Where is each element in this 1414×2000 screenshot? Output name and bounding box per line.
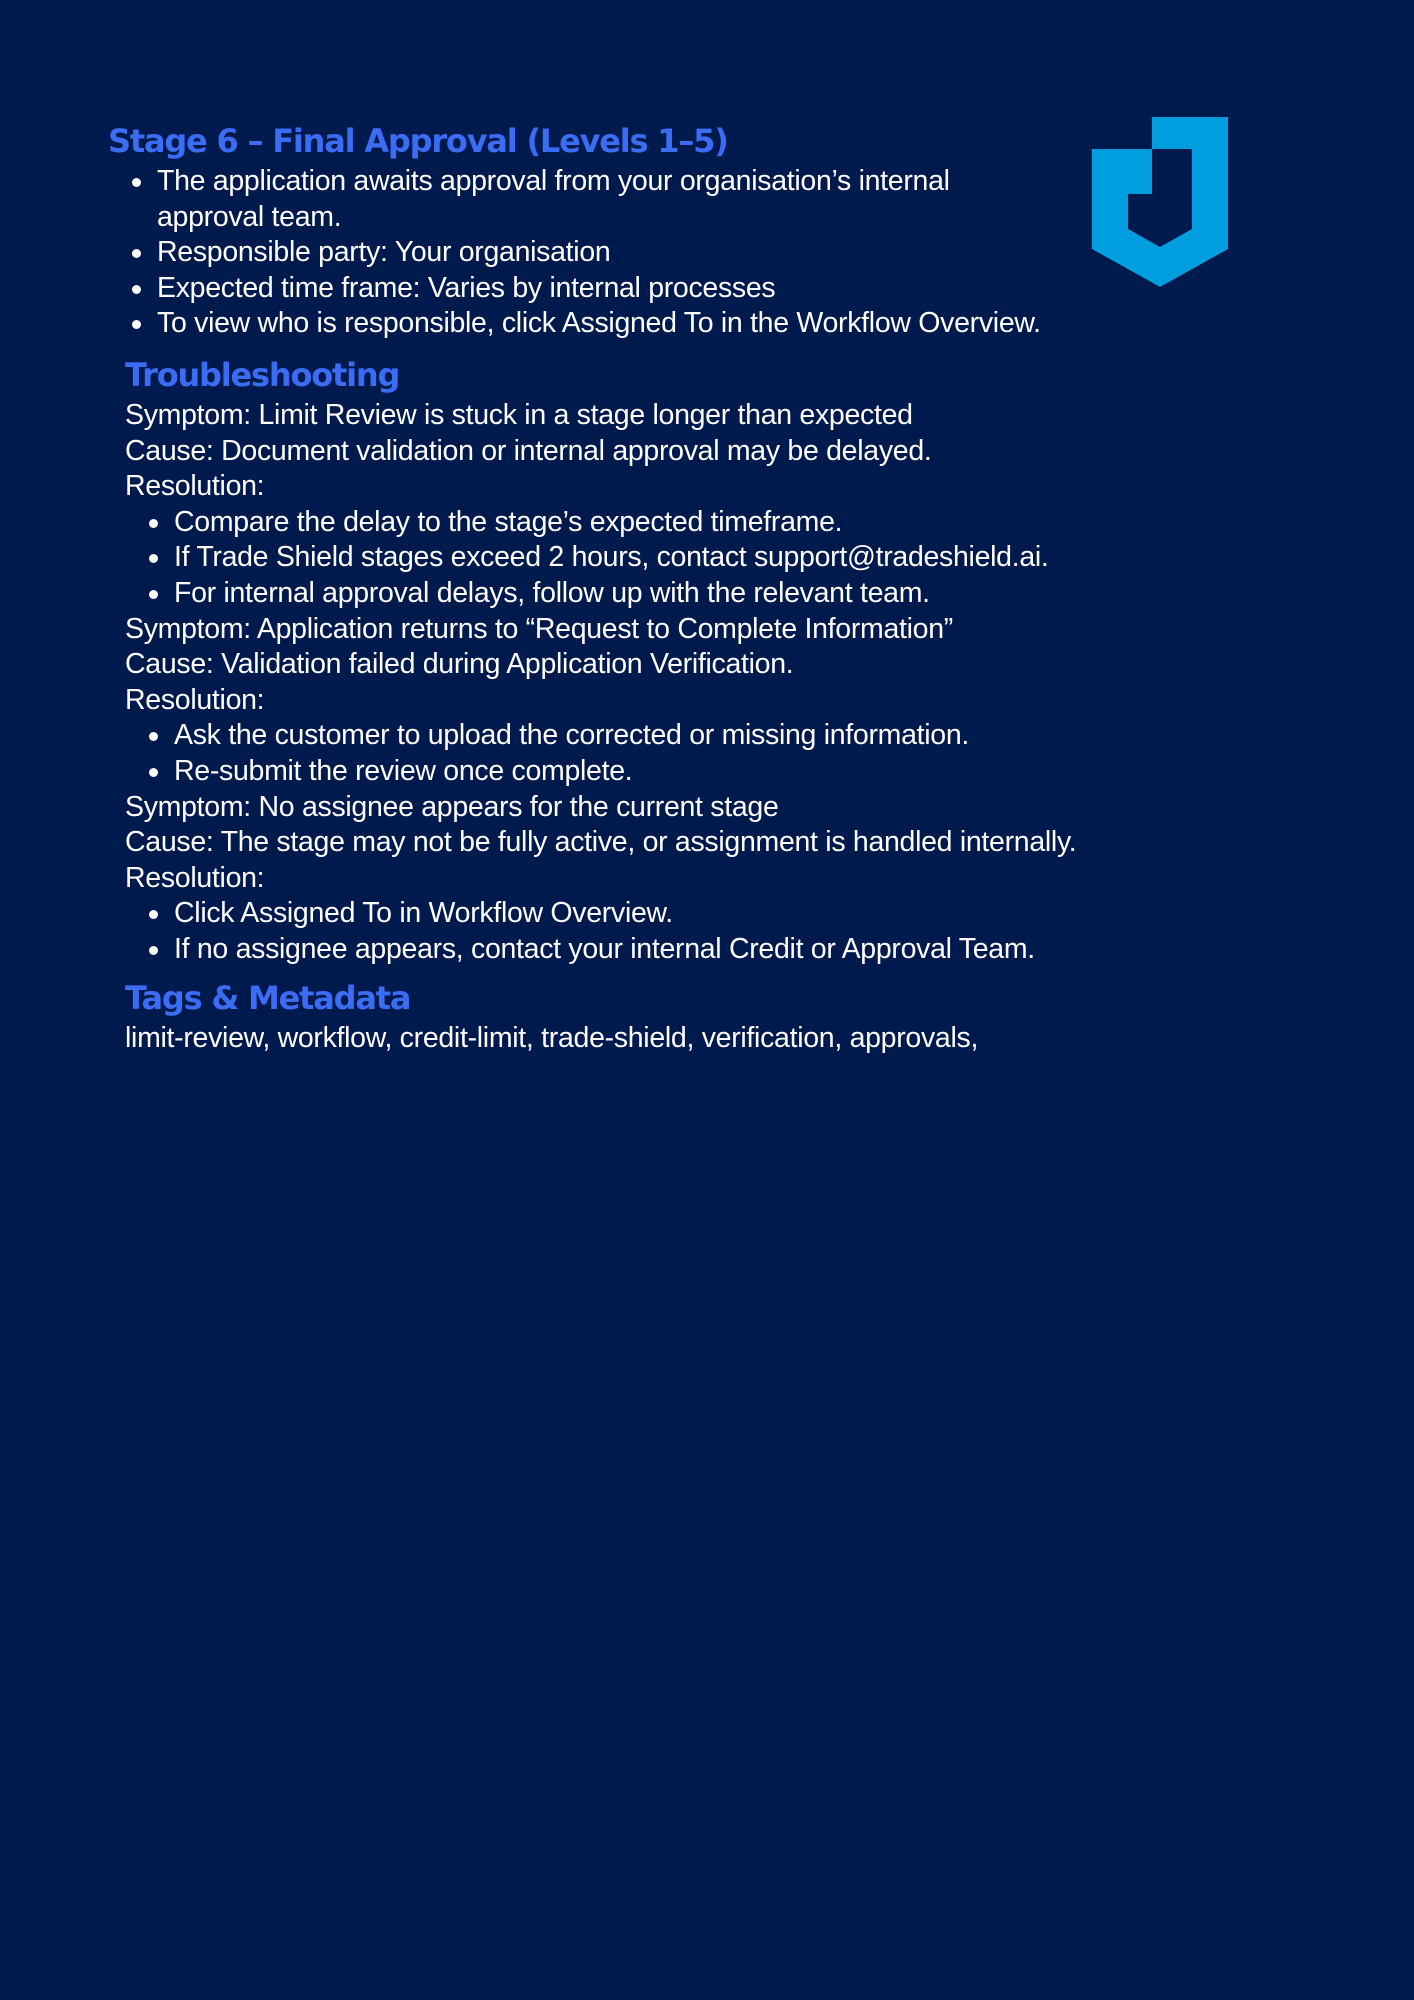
cause-text: Cause: The stage may not be fully active, or assignment is handled internally.: [125, 826, 1077, 859]
resolution-label: Resolution:: [125, 470, 265, 503]
list-item: Responsible party: Your organisation: [157, 235, 1057, 271]
list-item: If no assignee appears, contact your internal Credit or Approval Team.: [174, 932, 1225, 968]
list-item: The application awaits approval from your organisation’s internal approval team.: [157, 164, 1057, 235]
troubleshooting-heading: Troubleshooting: [125, 356, 400, 394]
list-item: To view who is responsible, click Assigned To in the Workflow Overview.: [157, 306, 1057, 342]
resolution-label: Resolution:: [125, 861, 265, 894]
troubleshooting-section: [125, 352, 1225, 968]
tags-section: [125, 975, 1225, 1057]
stage-6-list: [157, 164, 1057, 342]
list-item: Compare the delay to the stage’s expected timeframe.: [174, 505, 1225, 541]
issue-block: [125, 398, 1225, 612]
symptom-text: Symptom: Application returns to “Request to Complete Information”: [125, 612, 953, 645]
resolution-list: [125, 505, 1225, 612]
list-item: For internal approval delays, follow up with the relevant team.: [174, 576, 1225, 612]
symptom-text: Symptom: No assignee appears for the current stage: [125, 790, 779, 823]
stage-6-heading: Stage 6 – Final Approval (Levels 1–5): [108, 122, 728, 160]
shield-logo-icon: [1092, 117, 1228, 287]
tags-heading: Tags & Metadata: [125, 979, 411, 1017]
list-item: If Trade Shield stages exceed 2 hours, contact support@tradeshield.ai.: [174, 540, 1225, 576]
cause-text: Cause: Document validation or internal approval may be delayed.: [125, 434, 932, 467]
resolution-list: [125, 718, 1225, 789]
cause-text: Cause: Validation failed during Application Verification.: [125, 648, 794, 681]
issue-block: [125, 612, 1225, 790]
resolution-list: [125, 896, 1225, 967]
issue-block: [125, 790, 1225, 968]
tags-text: limit-review, workflow, credit-limit, trade-shield, verification, approvals,: [125, 1022, 979, 1054]
list-item: Ask the customer to upload the corrected or missing information.: [174, 718, 1225, 754]
list-item: Expected time frame: Varies by internal processes: [157, 271, 1057, 307]
symptom-text: Symptom: Limit Review is stuck in a stage longer than expected: [125, 399, 913, 431]
list-item: Click Assigned To in Workflow Overview.: [174, 896, 1225, 932]
resolution-label: Resolution:: [125, 683, 265, 716]
list-item: Re-submit the review once complete.: [174, 754, 1225, 790]
